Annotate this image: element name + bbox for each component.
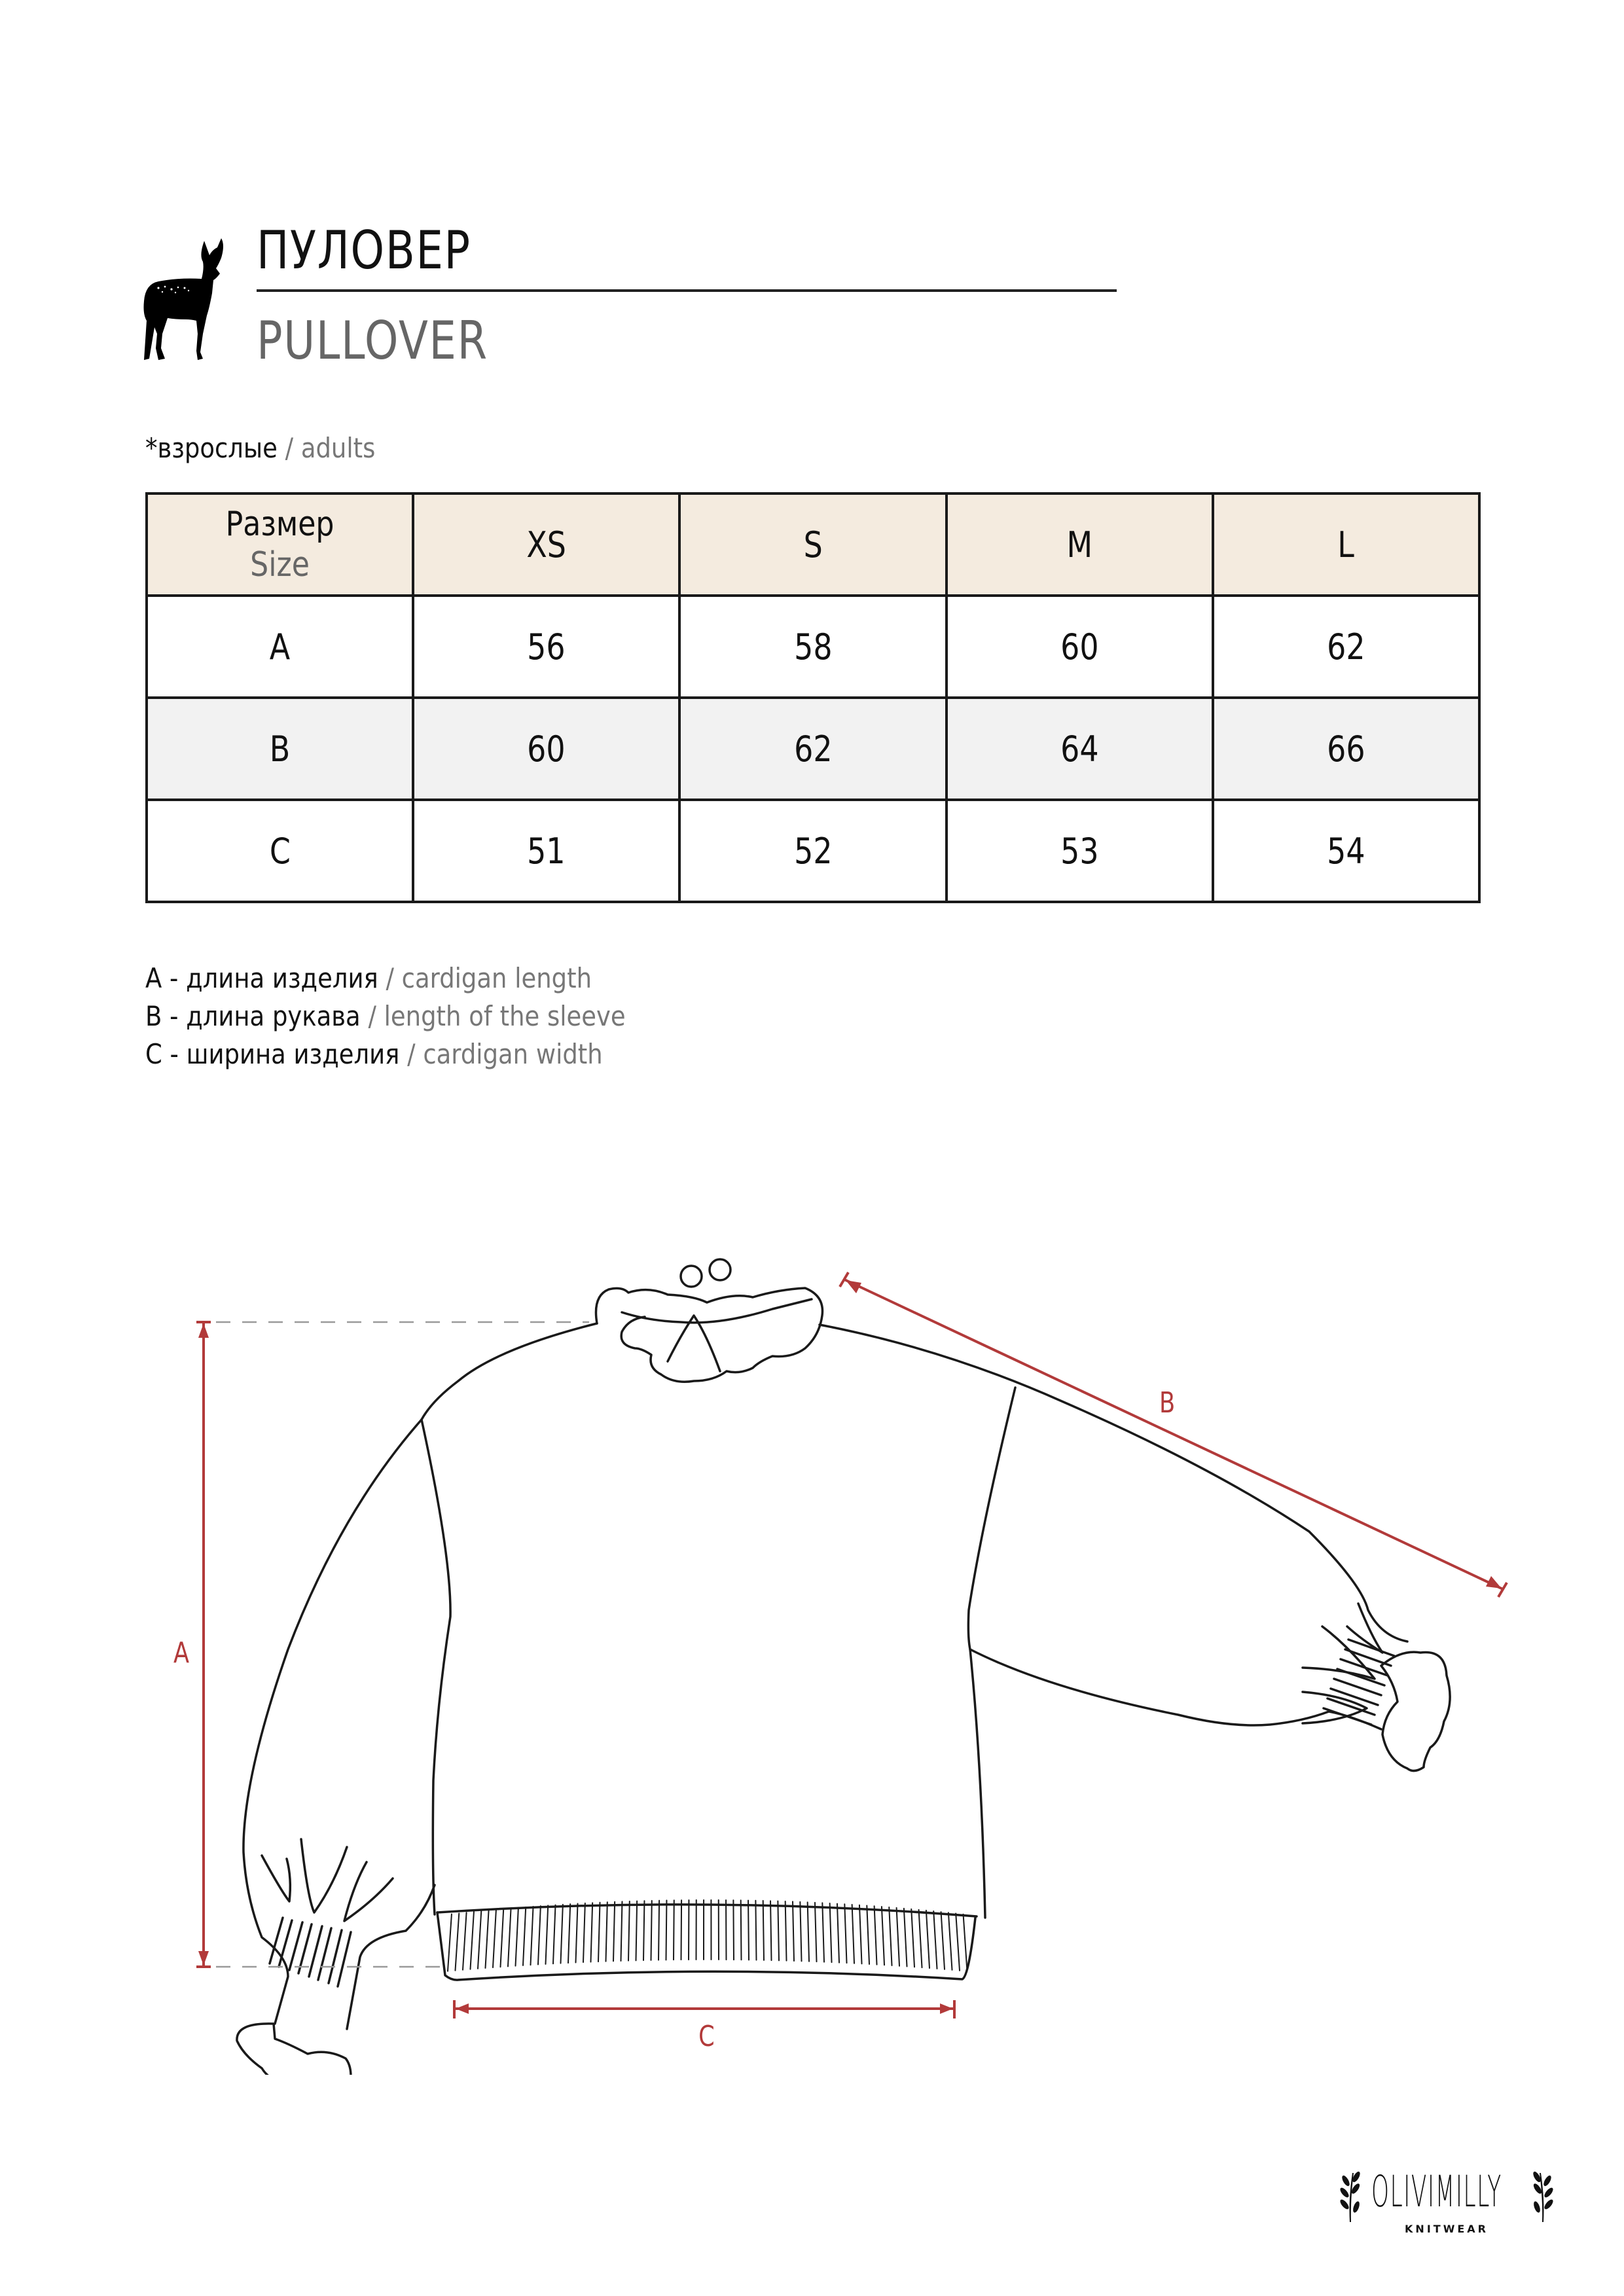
rib-line [837, 1904, 839, 1963]
left-cuff-gathers [262, 1839, 393, 1921]
row-label-cell [147, 698, 413, 800]
left-cuff-ribs [270, 1918, 351, 1986]
legend-item: B - длина рукава / length of the sleeve [145, 1000, 626, 1032]
brand-logo [1335, 2166, 1558, 2238]
dimension-b-line [844, 1280, 1503, 1589]
rib-line [538, 1906, 541, 1964]
cell-value: 54 [1327, 830, 1365, 872]
cell-value: 60 [1060, 626, 1099, 668]
cell-value: 52 [793, 830, 833, 872]
collar-button [681, 1266, 702, 1287]
rib-line [636, 1901, 638, 1961]
rib-line [911, 1909, 914, 1967]
size-label: S [803, 524, 823, 565]
table-cell [1213, 596, 1479, 698]
rib-line [926, 1910, 929, 1968]
table-cell [679, 698, 946, 800]
legend-en: cardigan length [401, 962, 592, 994]
rib-line [933, 1911, 937, 1969]
rib-line [808, 1902, 809, 1961]
size-header-ru: Размер [225, 505, 334, 544]
rib-line [613, 1902, 615, 1961]
rib-line [748, 1901, 749, 1960]
rib-line [859, 1905, 862, 1964]
left-sleeve-inner [347, 1885, 435, 2029]
audience-note [145, 432, 375, 464]
arrow-icon [1486, 1576, 1502, 1588]
right-shoulder-outline [820, 1325, 1407, 1641]
left-cuff-frill [237, 2024, 351, 2075]
legend-ru: B - длина рукава [145, 1000, 361, 1032]
rib-line [606, 1902, 607, 1961]
cell-value: 62 [793, 728, 833, 770]
row-label-cell [147, 596, 413, 698]
row-label: B [269, 728, 291, 770]
rib-line [793, 1901, 794, 1961]
cell-value: 60 [527, 728, 566, 770]
rib-line [501, 1909, 504, 1967]
rib-line [919, 1910, 922, 1967]
rib-line [770, 1901, 771, 1960]
left-armhole-seam [422, 1420, 450, 1914]
rib-line [651, 1901, 652, 1960]
rib-line [830, 1903, 832, 1962]
laurel-icon [1532, 2166, 1558, 2225]
rib-line [621, 1901, 623, 1961]
rib-line [755, 1901, 756, 1960]
rib-line [844, 1904, 846, 1963]
arrow-icon [198, 1951, 209, 1965]
rib-line [778, 1901, 779, 1961]
size-header-cell [147, 493, 413, 596]
rib-line [956, 1913, 960, 1970]
laurel-icon [1335, 2166, 1362, 2225]
table-row [147, 698, 1479, 800]
rib-line [576, 1904, 578, 1963]
rib-line [478, 1911, 481, 1969]
legend-ru: C - ширина изделия [145, 1038, 400, 1070]
guide-lines [216, 1322, 589, 1967]
cell-value: 56 [527, 626, 566, 668]
size-label: L [1337, 524, 1355, 565]
arrow-icon [456, 2003, 469, 2014]
dimension-b-label: B [1159, 1386, 1176, 1420]
brand-name: OLIVIMILLY [1371, 2166, 1502, 2217]
table-row [147, 800, 1479, 902]
rib-line [523, 1907, 526, 1965]
rib-line [516, 1908, 518, 1966]
pullover-diagram [0, 1211, 1624, 2075]
size-header-en: Size [250, 545, 310, 584]
rib-line [800, 1902, 801, 1961]
rib-line [568, 1904, 570, 1963]
dimension-a-label: A [173, 1636, 190, 1670]
table-cell [679, 800, 946, 902]
title-divider [257, 289, 1117, 292]
rib-line [463, 1912, 467, 1970]
rib-line [941, 1912, 945, 1969]
row-label-cell [147, 800, 413, 902]
rib-line [553, 1905, 556, 1964]
rib-line [666, 1901, 667, 1960]
cell-value: 62 [1327, 626, 1365, 668]
arrow-icon [846, 1280, 861, 1293]
table-cell [947, 596, 1213, 698]
deer-icon [139, 236, 227, 363]
table-cell [413, 800, 679, 902]
rib-line [628, 1901, 630, 1961]
size-label: XS [526, 524, 567, 565]
dimension-b-cap-end [1498, 1583, 1507, 1597]
hem-ribs [448, 1900, 967, 1971]
rib-line [561, 1905, 563, 1964]
rib-line [904, 1909, 907, 1967]
table-cell [947, 800, 1213, 902]
title-english: PULLOVER [257, 310, 488, 371]
audience-ru: *взрослые [145, 432, 278, 464]
table-cell [679, 596, 946, 698]
rib-line [591, 1903, 593, 1962]
rib-line [583, 1903, 585, 1962]
row-label: C [269, 830, 291, 872]
cell-value: 66 [1327, 728, 1365, 770]
rib-line [733, 1900, 734, 1960]
table-cell [1213, 800, 1479, 902]
rib-line [531, 1907, 533, 1965]
right-sleeve-underside [970, 1649, 1381, 1729]
rib-line [889, 1907, 892, 1965]
rib-line [867, 1905, 869, 1964]
table-cell [413, 698, 679, 800]
rib-line [882, 1907, 884, 1965]
left-sleeve-outline [244, 1323, 597, 2024]
brand-tagline: KNITWEAR [1405, 2223, 1489, 2235]
table-row [147, 596, 1479, 698]
audience-en: adults [300, 432, 376, 464]
legend-en: length of the sleeve [384, 1000, 626, 1032]
rib-line [875, 1906, 877, 1964]
legend-en: cardigan width [423, 1038, 603, 1070]
dimension-c-label: C [698, 2020, 715, 2053]
table-cell [1213, 698, 1479, 800]
measurement-legend [145, 960, 626, 1073]
audience-separator: / [277, 432, 301, 464]
rib-line [448, 1914, 452, 1971]
rib-line [546, 1905, 549, 1964]
rib-line [493, 1910, 496, 1967]
cell-value: 51 [527, 830, 566, 872]
rib-line [785, 1901, 787, 1961]
rib-line [486, 1910, 489, 1968]
rib-line [822, 1903, 824, 1962]
row-label: A [269, 626, 291, 668]
rib-line [741, 1900, 742, 1960]
legend-item: A - длина изделия / cardigan length [145, 962, 592, 994]
rib-line [681, 1900, 682, 1960]
size-label: M [1066, 524, 1092, 565]
rib-line [763, 1901, 764, 1960]
table-cell [947, 698, 1213, 800]
right-cuff-frill [1381, 1652, 1450, 1770]
size-column-header [1213, 493, 1479, 596]
rib-line [964, 1914, 967, 1971]
cell-value: 64 [1060, 728, 1099, 770]
title-russian: ПУЛОВЕР [257, 220, 471, 281]
rib-line [852, 1905, 854, 1964]
arrow-icon [198, 1323, 209, 1338]
size-column-header [413, 493, 679, 596]
rib-line [948, 1912, 952, 1969]
size-column-header [679, 493, 946, 596]
cell-value: 58 [793, 626, 833, 668]
rib-line [471, 1912, 474, 1969]
cell-value: 53 [1060, 830, 1099, 872]
table-cell [413, 596, 679, 698]
collar-placket [668, 1316, 720, 1371]
rib-line [897, 1908, 899, 1966]
table-header-row [147, 493, 1479, 596]
rib-line [643, 1901, 644, 1960]
rib-line [456, 1913, 460, 1970]
rib-line [508, 1909, 511, 1967]
legend-item: C - ширина изделия / cardigan width [145, 1038, 603, 1070]
rib-line [815, 1903, 817, 1962]
arrow-icon [940, 2003, 953, 2014]
size-table [145, 492, 1481, 903]
legend-ru: A - длина изделия [145, 962, 378, 994]
garment-outline [237, 1259, 1450, 2075]
collar-ruffle [596, 1288, 822, 1382]
rib-line [598, 1903, 600, 1962]
right-cuff-gathers [1303, 1604, 1382, 1723]
collar-button [710, 1259, 731, 1280]
size-column-header [947, 493, 1213, 596]
